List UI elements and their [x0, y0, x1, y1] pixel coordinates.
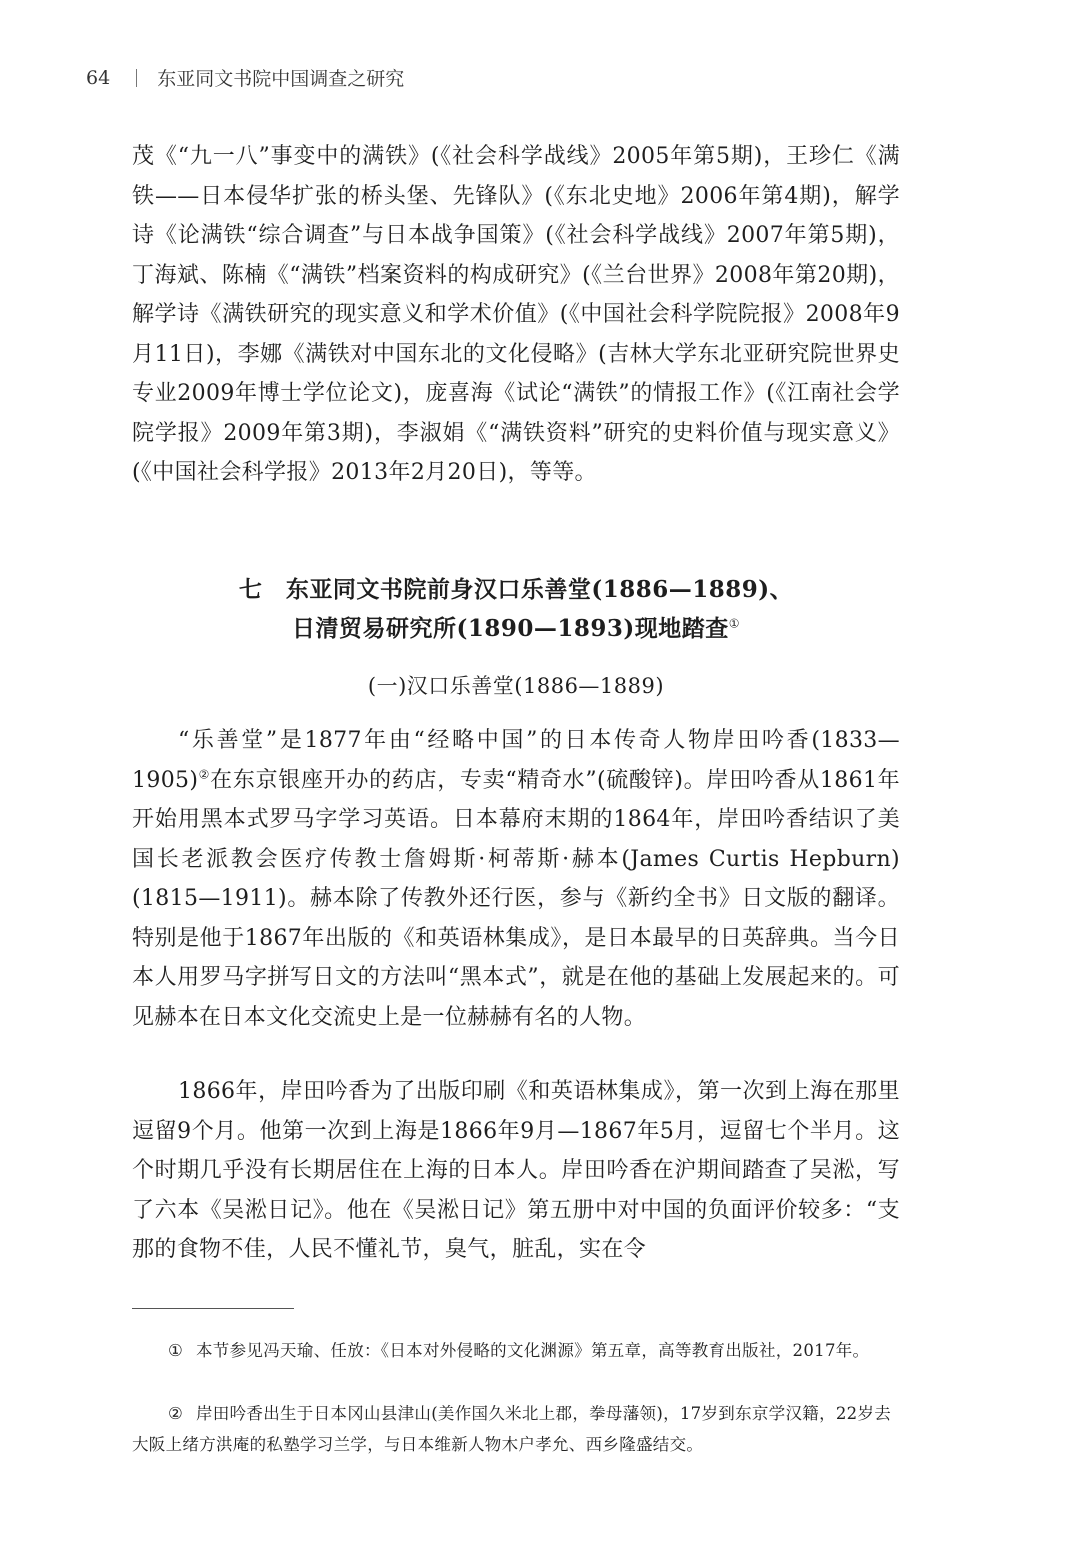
- paragraph-kishida-shanghai: 1866年，岸田吟香为了出版印刷《和英语林集成》，第一次到上海在那里逗留9个月。他第一次到上海是1866年9月—1867年5月，逗留七个半月。这个时期几乎没有长期居住在上海的日本人。岸田吟香在沪期间踏查了吴淞，写了六本《吴淞日记》。他在《吴淞日记》第五册中对中国的负面评价较多：“支那的食物不佳，人民不懂礼节，臭气，脏乱，实在令: [132, 1079, 900, 1262]
- paragraph-references-continued: 茂《“九一八”事变中的满铁》(《社会科学战线》2005年第5期)，王珍仁《满铁——日本侵华扩张的桥头堡、先锋队》(《东北史地》2006年第4期)，解学诗《论满铁“综合调查”与日本战争国策》(《社会科学战线》2007年第5期)，丁海斌、陈楠《“满铁”档案资料的构成研究》(《兰台世界》2008年第20期)，解学诗《满铁研究的现实意义和学术价值》(《中国社会科学院院报》2008年9月11日)，李娜《满铁对中国东北的文化侵略》(吉林大学东北亚研究院世界史专业2009年博士学位论文)，庞喜海《试论“满铁”的情报工作》(《江南社会学院学报》2009年第3期)，李淑娟《“满铁资料”研究的史料价值与现实意义》(《中国社会科学报》2013年2月20日)，等等。: [132, 144, 900, 485]
- running-header: [86, 64, 404, 91]
- footnote-2-text: 岸田吟香出生于日本冈山县津山(美作国久米北上郡，拳母藩领)，17岁到东京学汉籍，22岁去大阪上绪方洪庵的私塾学习兰学，与日本维新人物木户孝允、西乡隆盛结交。: [132, 1404, 892, 1454]
- header-divider: [136, 69, 137, 87]
- footnote-1: [132, 1335, 892, 1366]
- book-title: 东亚同文书院中国调查之研究: [157, 68, 405, 90]
- paragraph-leshantang: [132, 721, 900, 1037]
- subsection-heading: (一)汉口乐善堂(1886—1889): [367, 674, 665, 698]
- footnote-1-text: 本节参见冯天瑜、任放：《日本对外侵略的文化渊源》第五章，高等教育出版社，2017年。: [196, 1341, 870, 1360]
- footnote-2-mark: ②: [168, 1404, 184, 1423]
- paragraph-leshantang-part-1: “乐善堂”是1877年由“经略中国”的日本传奇人物岸田吟香(1833—1905): [132, 728, 900, 793]
- page-number: 64: [86, 66, 111, 89]
- footnote-ref-2: ②: [198, 767, 211, 782]
- section-heading-text: 日清贸易研究所(1890—1893)现地踏查: [291, 615, 729, 642]
- footnote-1-mark: ①: [168, 1341, 184, 1360]
- section-heading-line-1: 七 东亚同文书院前身汉口乐善堂(1886—1889)、: [238, 576, 794, 603]
- footnote-ref-1: ①: [728, 616, 741, 631]
- section-heading-line-2: [132, 610, 900, 643]
- paragraph-leshantang-part-2: 在东京银座开办的药店，专卖“精奇水”(硫酸锌)。岸田吟香从1861年开始用黑本式罗马字学习英语。日本幕府末期的1864年，岸田吟香结识了美国长老派教会医疗传教士詹姆斯·柯蒂斯·赫本(James Curtis Hepburn)(1815—1911)。赫本除了传教外还行医，参与《新约全书》日文版的翻译。特别是他于1867年出版的《和英语林集成》，是日本最早的日英辞典。当今日本人用罗马字拼写日文的方法叫“黑本式”，就是在他的基础上发展起来的。可见赫本在日本文化交流史上是一位赫赫有名的人物。: [132, 767, 900, 1030]
- footnote-2: [132, 1398, 892, 1460]
- footnote-divider: [132, 1308, 294, 1309]
